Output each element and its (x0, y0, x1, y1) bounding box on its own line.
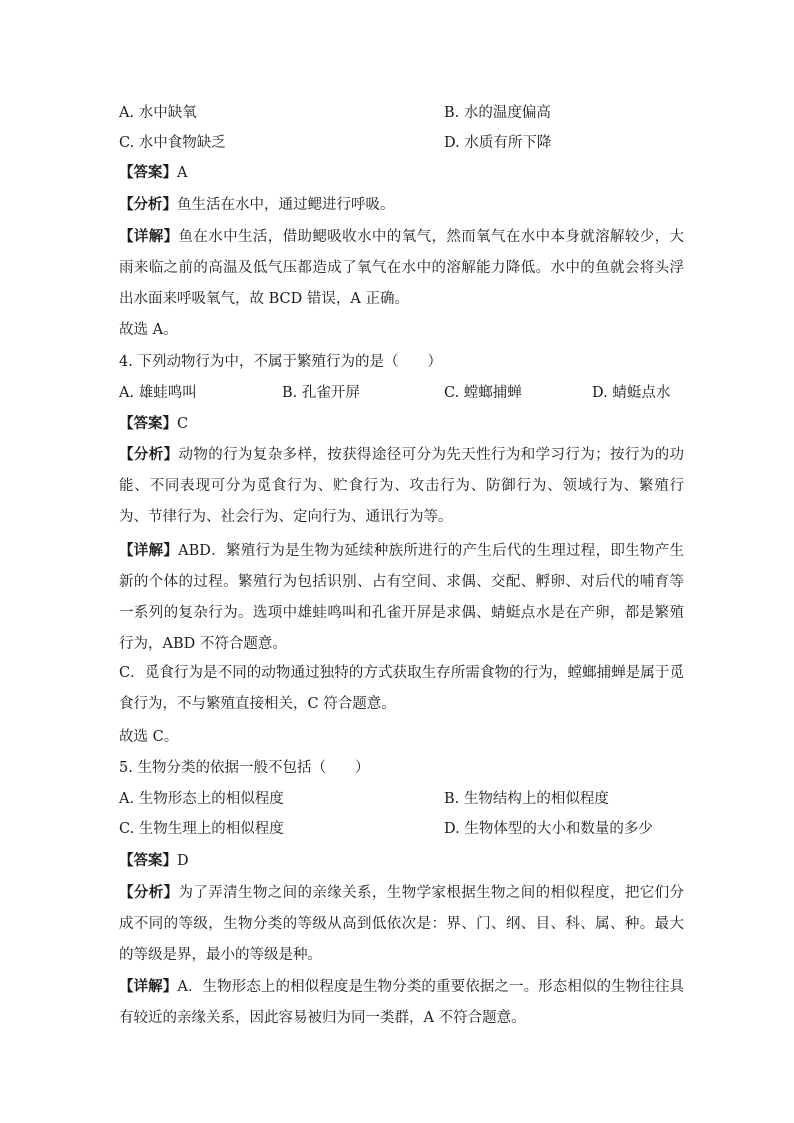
q5-analysis (119, 877, 684, 971)
analysis-tag: 【分析】 (119, 446, 179, 463)
answer-tag: 【答案】 (119, 415, 177, 432)
q4-detail (119, 535, 684, 660)
q5-detail (119, 971, 684, 1034)
q3-option-d: D. 水质有所下降 (444, 135, 552, 151)
q3-conclusion: 故选 A。 (119, 322, 178, 338)
q4-option-d: D. 蜻蜓点水 (592, 385, 671, 401)
q5-option-a: A. 生物形态上的相似程度 (119, 791, 284, 807)
q3-option-c: C. 水中食物缺乏 (119, 135, 226, 151)
analysis-tag: 【分析】 (119, 884, 179, 901)
q5-option-c: C. 生物生理上的相似程度 (119, 821, 284, 837)
q5-answer (119, 851, 679, 871)
q5-option-d: D. 生物体型的大小和数量的多少 (444, 821, 653, 837)
answer-value: D (177, 853, 189, 869)
q4-option-b: B. 孔雀开屏 (282, 385, 360, 401)
q3-analysis (119, 195, 679, 215)
q3-option-b: B. 水的温度偏高 (444, 105, 551, 121)
detail-text: ABD．繁殖行为是生物为延续种族所进行的产生后代的生理过程，即生物产生新的个体的过程。繁殖行为包括识别、占有空间、求偶、交配、孵卵、对后代的哺育等一系列的复杂行为。选项中雄蛙鸣叫和孔雀开屏是求偶、蜻蜓点水是在产卵，都是繁殖行为，ABD 不符合题意。 (119, 543, 685, 652)
q3-option-a: A. 水中缺氧 (119, 105, 197, 121)
answer-value: C (177, 416, 189, 432)
detail-text: 鱼在水中生活，借助鳃吸收水中的氧气，然而氧气在水中本身就溶解较少，大雨来临之前的高温及低气压都造成了氧气在水中的溶解能力降低。水中的鱼就会将头浮出水面来呼吸氧气，故 BCD 错误，A 正确。 (119, 229, 684, 307)
analysis-text: 动物的行为复杂多样，按获得途径可分为先天性行为和学习行为；按行为的功能、不同表现可分为觅食行为、贮食行为、攻击行为、防御行为、领域行为、繁殖行为、节律行为、社会行为、定向行为、通讯行为等。 (119, 447, 684, 525)
q5-option-b: B. 生物结构上的相似程度 (444, 791, 609, 807)
analysis-text: 鱼生活在水中，通过鳃进行呼吸。 (177, 197, 395, 213)
q4-stem: 4. 下列动物行为中，不属于繁殖行为的是（ ） (119, 354, 442, 370)
analysis-text: 为了弄清生物之间的亲缘关系，生物学家根据生物之间的相似程度，把它们分成不同的等级，生物分类的等级从高到低依次是：界、门、纲、目、科、属、种。最大的等级是界，最小的等级是种。 (119, 885, 684, 963)
answer-tag: 【答案】 (119, 852, 177, 869)
detail-text: A．生物形态上的相似程度是生物分类的重要依据之一。形态相似的生物往往具有较近的亲缘关系，因此容易被归为同一类群，A 不符合题意。 (119, 979, 685, 1026)
q3-answer (119, 163, 679, 183)
detail-tag: 【详解】 (119, 978, 178, 995)
q4-analysis (119, 439, 684, 533)
q4-answer (119, 414, 679, 434)
analysis-tag: 【分析】 (119, 196, 177, 213)
answer-value: A (177, 165, 188, 181)
q3-detail (119, 221, 684, 315)
answer-tag: 【答案】 (119, 164, 177, 181)
q4-detail-c: C．觅食行为是不同的动物通过独特的方式获取生存所需食物的行为，螳螂捕蝉是属于觅食行为，不与繁殖直接相关，C 符合题意。 (119, 665, 684, 712)
q4-conclusion: 故选 C。 (119, 729, 179, 745)
q5-stem: 5. 生物分类的依据一般不包括（ ） (119, 760, 370, 776)
detail-tag: 【详解】 (119, 542, 179, 559)
q4-option-c: C. 螳螂捕蝉 (444, 385, 522, 401)
q4-option-a: A. 雄蛙鸣叫 (119, 385, 197, 401)
detail-tag: 【详解】 (119, 228, 179, 245)
